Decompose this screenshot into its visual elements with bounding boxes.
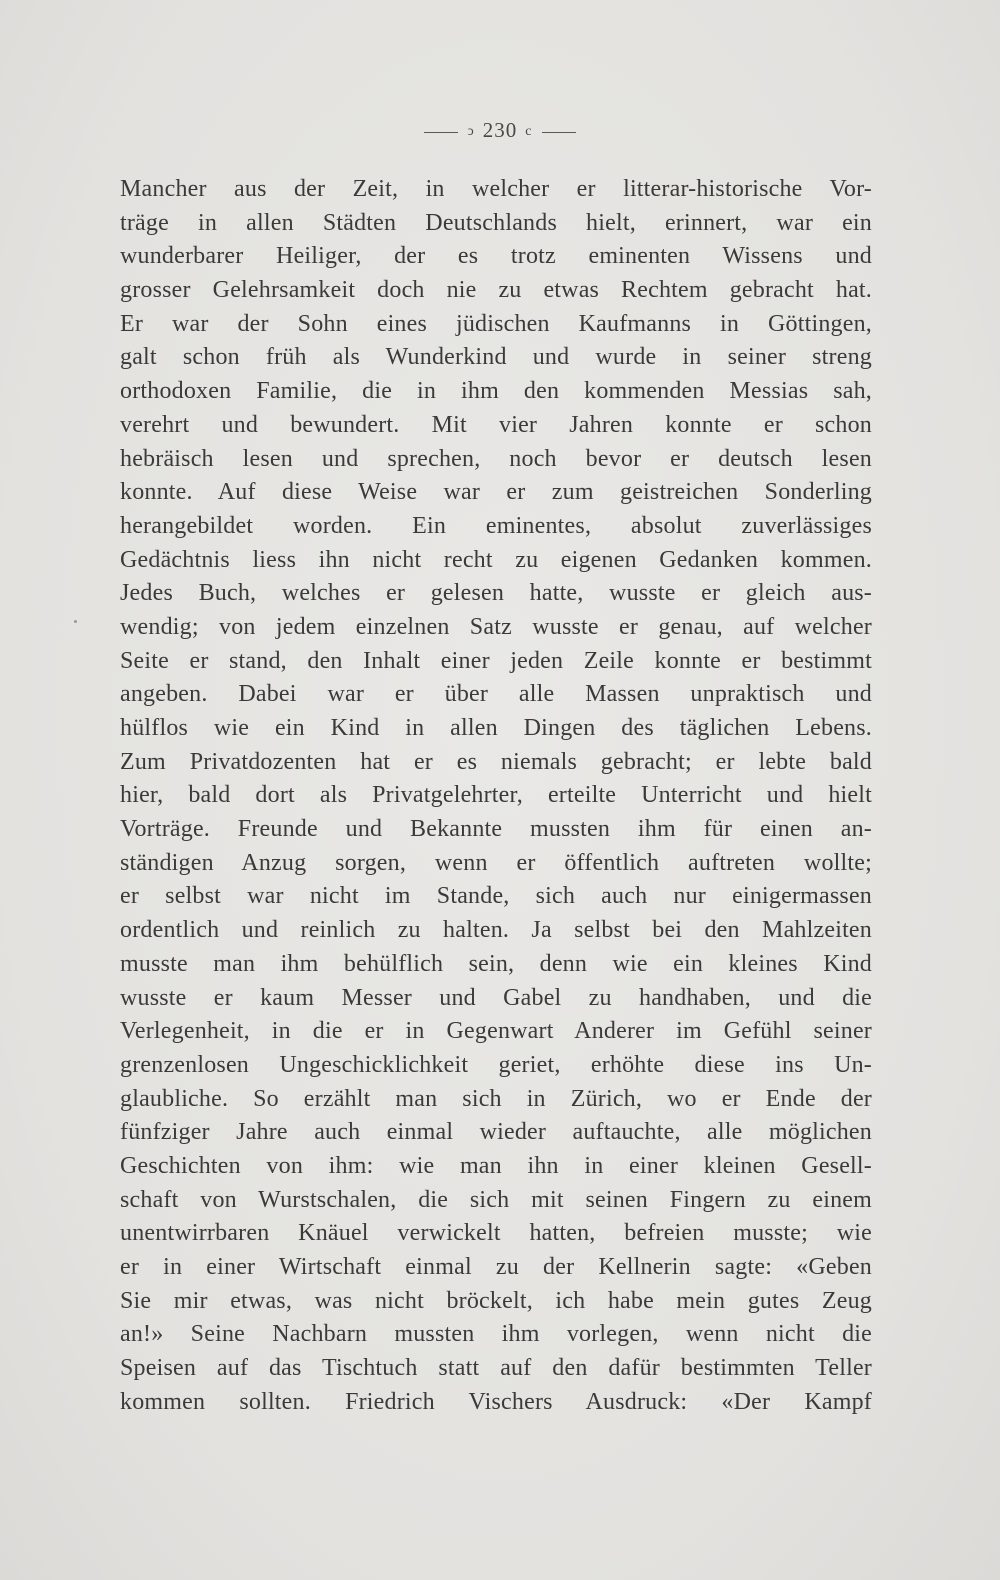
text-line: musste man ihm behülflich sein, denn wie ein kleines Kind <box>120 950 872 977</box>
text-line: verehrt und bewundert. Mit vier Jahren konnte er schon <box>120 411 872 438</box>
text-line: orthodoxen Familie, die in ihm den kommenden Messias sah, <box>120 378 872 405</box>
header-rule-right <box>542 132 576 133</box>
text-line: grosser Gelehrsamkeit doch nie zu etwas Rechtem gebracht hat. <box>120 277 872 304</box>
text-line: grenzenlosen Ungeschicklichkeit geriet, erhöhte diese ins Un- <box>120 1051 872 1078</box>
text-line: hülflos wie ein Kind in allen Dingen des täglichen Lebens. <box>120 715 872 741</box>
text-line: Gedächtnis liess ihn nicht recht zu eigenen Gedanken kommen. <box>120 546 872 573</box>
text-line: an!» Seine Nachbarn mussten ihm vorlegen, wenn nicht die <box>120 1321 872 1348</box>
text-line: kommen sollten. Friedrich Vischers Ausdruck: «Der Kampf <box>120 1388 872 1415</box>
text-line: ständigen Anzug sorgen, wenn er öffentlich auftreten wollte; <box>120 849 872 876</box>
page-number: 230 <box>482 118 518 142</box>
text-line: er selbst war nicht im Stande, sich auch nur einigermassen <box>120 883 872 910</box>
text-line: Speisen auf das Tischtuch statt auf den dafür bestimmten Teller <box>120 1355 872 1382</box>
text-line: glaubliche. So erzählt man sich in Zürich, wo er Ende der <box>120 1085 872 1112</box>
text-line: fünfziger Jahre auch einmal wieder auftauchte, alle möglichen <box>120 1119 872 1146</box>
header-ornament-left: ↄ <box>467 124 475 140</box>
text-line: Verlegenheit, in die er in Gegenwart Anderer im Gefühl seiner <box>120 1018 872 1045</box>
running-header <box>0 118 1000 143</box>
text-line: ordentlich und reinlich zu halten. Ja selbst bei den Mahlzeiten <box>120 917 872 944</box>
text-line: galt schon früh als Wunderkind und wurde in seiner streng <box>120 344 872 371</box>
text-line: angeben. Dabei war er über alle Massen unpraktisch und <box>120 681 872 708</box>
text-line: Seite er stand, den Inhalt einer jeden Zeile konnte er bestimmt <box>120 647 872 674</box>
text-line: unentwirrbaren Knäuel verwickelt hatten, befreien musste; wie <box>120 1220 872 1247</box>
text-line: hebräisch lesen und sprechen, noch bevor er deutsch lesen <box>120 445 872 472</box>
text-line: wendig; von jedem einzelnen Satz wusste er genau, auf welcher <box>120 613 872 640</box>
text-line: wusste er kaum Messer und Gabel zu handhaben, und die <box>120 984 872 1011</box>
text-line: Mancher aus der Zeit, in welcher er litterar-historische Vor- <box>120 176 872 202</box>
text-line: konnte. Auf diese Weise war er zum geistreichen Sonderling <box>120 479 872 506</box>
header-ornament-right: c <box>525 124 533 140</box>
paper-speck <box>74 620 77 623</box>
text-line: herangebildet worden. Ein eminentes, absolut zuverlässiges <box>120 512 872 539</box>
text-line: Geschichten von ihm: wie man ihn in einer kleinen Gesell- <box>120 1152 872 1179</box>
text-line: er in einer Wirtschaft einmal zu der Kellnerin sagte: «Geben <box>120 1254 872 1280</box>
body-text <box>120 173 872 1419</box>
header-rule-left <box>424 132 458 133</box>
text-line: Vorträge. Freunde und Bekannte mussten ihm für einen an- <box>120 816 872 843</box>
text-line: Zum Privatdozenten hat er es niemals gebracht; er lebte bald <box>120 748 872 775</box>
text-line: Jedes Buch, welches er gelesen hatte, wusste er gleich aus- <box>120 580 872 607</box>
text-line: träge in allen Städten Deutschlands hielt, erinnert, war ein <box>120 209 872 236</box>
text-line: Sie mir etwas, was nicht bröckelt, ich habe mein gutes Zeug <box>120 1287 872 1314</box>
text-line: hier, bald dort als Privatgelehrter, erteilte Unterricht und hielt <box>120 782 872 809</box>
text-line: schaft von Wurstschalen, die sich mit seinen Fingern zu einem <box>120 1186 872 1213</box>
text-line: wunderbarer Heiliger, der es trotz eminenten Wissens und <box>120 243 872 270</box>
text-line: Er war der Sohn eines jüdischen Kaufmanns in Göttingen, <box>120 310 872 337</box>
